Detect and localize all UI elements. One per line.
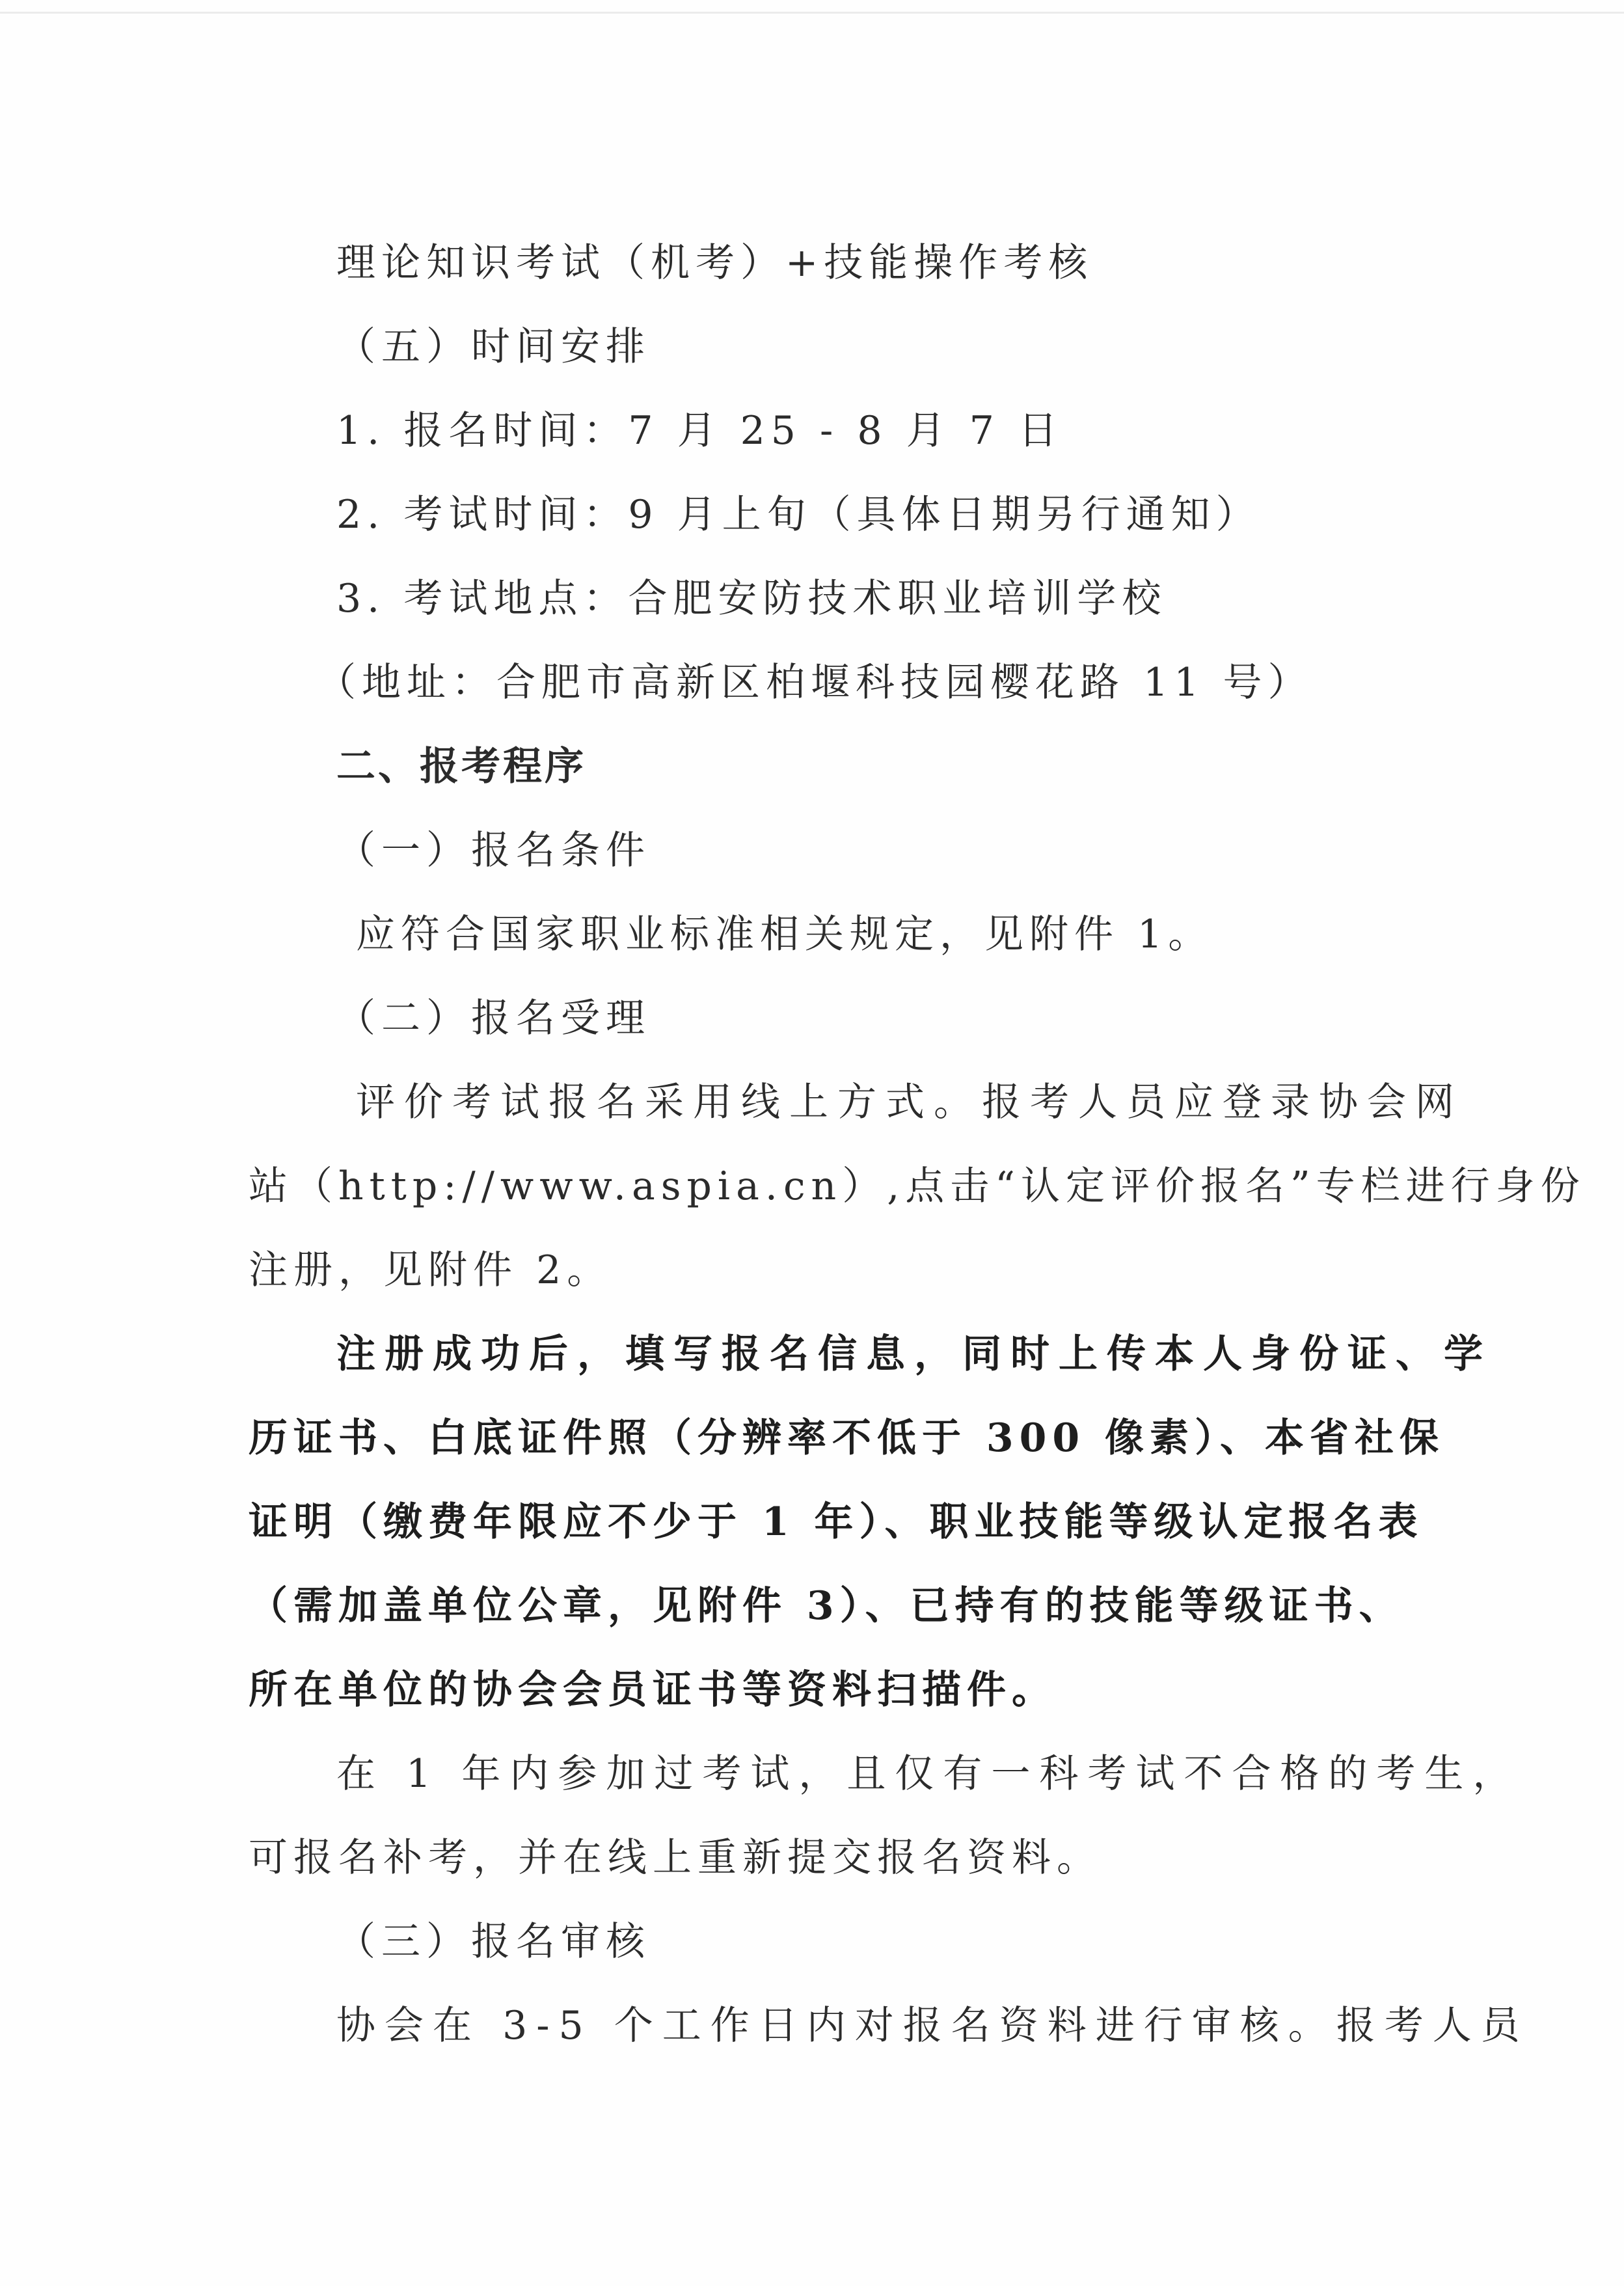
paragraph-online-registration-cont: 站（http://www.aspia.cn）,点击“认定评价报名”专栏进行身份 [249,1163,1586,1209]
exam-address-line: （地址：合肥市高新区柏堰科技园樱花路 11 号） [317,660,1313,705]
paragraph-makeup-exam-end: 可报名补考，并在线上重新提交报名资料。 [249,1835,1102,1881]
section-review-heading: （三）报名审核 [336,1919,651,1965]
section-procedure-heading: 二、报考程序 [336,744,586,789]
section-schedule-heading: （五）时间安排 [336,324,651,370]
paragraph-makeup-exam: 在 1 年内参加过考试，且仅有一科考试不合格的考生， [336,1751,1521,1797]
section-conditions-heading: （一）报名条件 [336,828,651,873]
paragraph-review: 协会在 3-5 个工作日内对报名资料进行审核。报考人员 [336,2003,1529,2048]
paragraph-upload-materials-cont-2: 证明（缴费年限应不少于 1 年）、职业技能等级认定报名表 [249,1499,1424,1545]
paragraph-online-registration-end: 注册，见附件 2。 [249,1247,612,1293]
paragraph-online-registration: 评价考试报名采用线上方式。报考人员应登录协会网 [356,1080,1463,1125]
conditions-text: 应符合国家职业标准相关规定，见附件 1。 [356,912,1213,957]
exam-time-line: 2. 考试时间：9 月上旬（具体日期另行通知） [336,492,1261,537]
paragraph-upload-materials: 注册成功后，填写报名信息，同时上传本人身份证、学 [336,1331,1492,1377]
scan-edge-line [0,12,1624,14]
exam-method-line: 理论知识考试（机考）+技能操作考核 [336,240,1094,286]
paragraph-upload-materials-cont-3: （需加盖单位公章，见附件 3）、已持有的技能等级证书、 [249,1583,1404,1629]
paragraph-upload-materials-cont-1: 历证书、白底证件照（分辨率不低于 300 像素）、本省社保 [249,1415,1445,1461]
paragraph-upload-materials-end: 所在单位的协会会员证书等资料扫描件。 [249,1667,1057,1713]
section-acceptance-heading: （二）报名受理 [336,996,651,1041]
registration-time-line: 1. 报名时间：7 月 25 - 8 月 7 日 [336,408,1063,454]
exam-location-line: 3. 考试地点：合肥安防技术职业培训学校 [336,576,1167,621]
